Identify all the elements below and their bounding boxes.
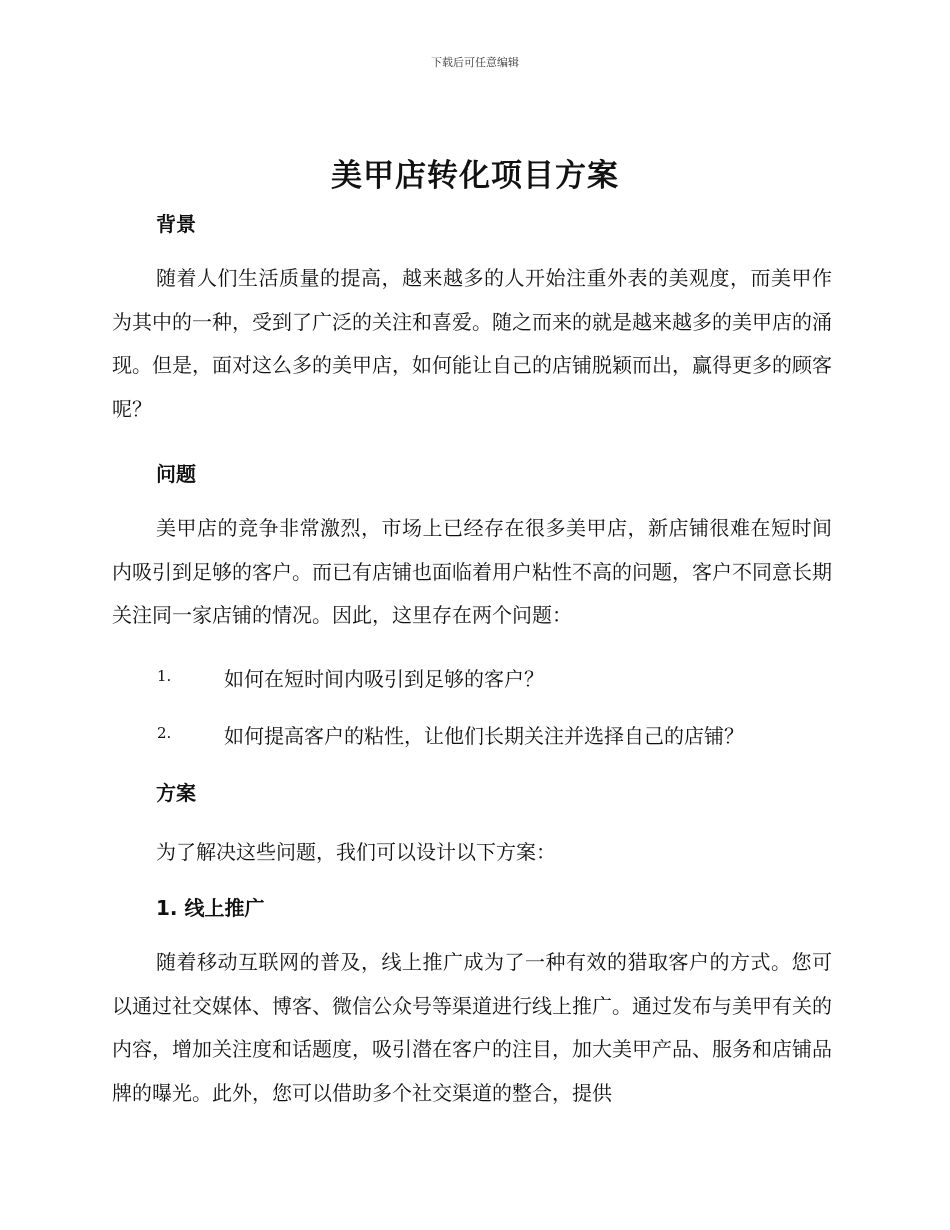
- paragraph-problem: 美甲店的竞争非常激烈，市场上已经存在很多美甲店，新店铺很难在短时间内吸引到足够的客户。而已有店铺也面临着用户粘性不高的问题，客户不同意长期关注同一家店铺的情况。因此，这里存在两个问题：: [112, 516, 832, 627]
- list-number-2: 2.: [157, 724, 172, 742]
- list-item-2: 如何提高客户的粘性，让他们长期关注并选择自己的店铺？: [224, 724, 744, 748]
- paragraph-background: 随着人们生活质量的提高，越来越多的人开始注重外表的美观度，而美甲作为其中的一种，受到了广泛的关注和喜爱。随之而来的就是越来越多的美甲店的涌现。但是，面对这么多的美甲店，如何能让自己的店铺脱颖而出，赢得更多的顾客呢？: [112, 266, 832, 421]
- paragraph-online-promotion: 随着移动互联网的普及，线上推广成为了一种有效的猎取客户的方式。您可以通过社交媒体、博客、微信公众号等渠道进行线上推广。通过发布与美甲有关的内容，增加关注度和话题度，吸引潜在客户的注目，加大美甲产品、服务和店铺品牌的曝光。此外，您可以借助多个社交渠道的整合，提供: [112, 950, 832, 1105]
- heading-online-promotion: 1. 线上推广: [156, 896, 265, 920]
- document-title: 美甲店转化项目方案: [331, 158, 619, 194]
- list-item-1: 如何在短时间内吸引到足够的客户？: [224, 667, 544, 691]
- heading-problem: 问题: [156, 462, 196, 486]
- plan-intro: 为了解决这些问题，我们可以设计以下方案：: [156, 840, 556, 864]
- heading-background: 背景: [156, 212, 196, 236]
- page-header-note: 下载后可任意编辑: [431, 56, 519, 69]
- list-number-1: 1.: [157, 667, 172, 685]
- heading-plan: 方案: [156, 781, 196, 805]
